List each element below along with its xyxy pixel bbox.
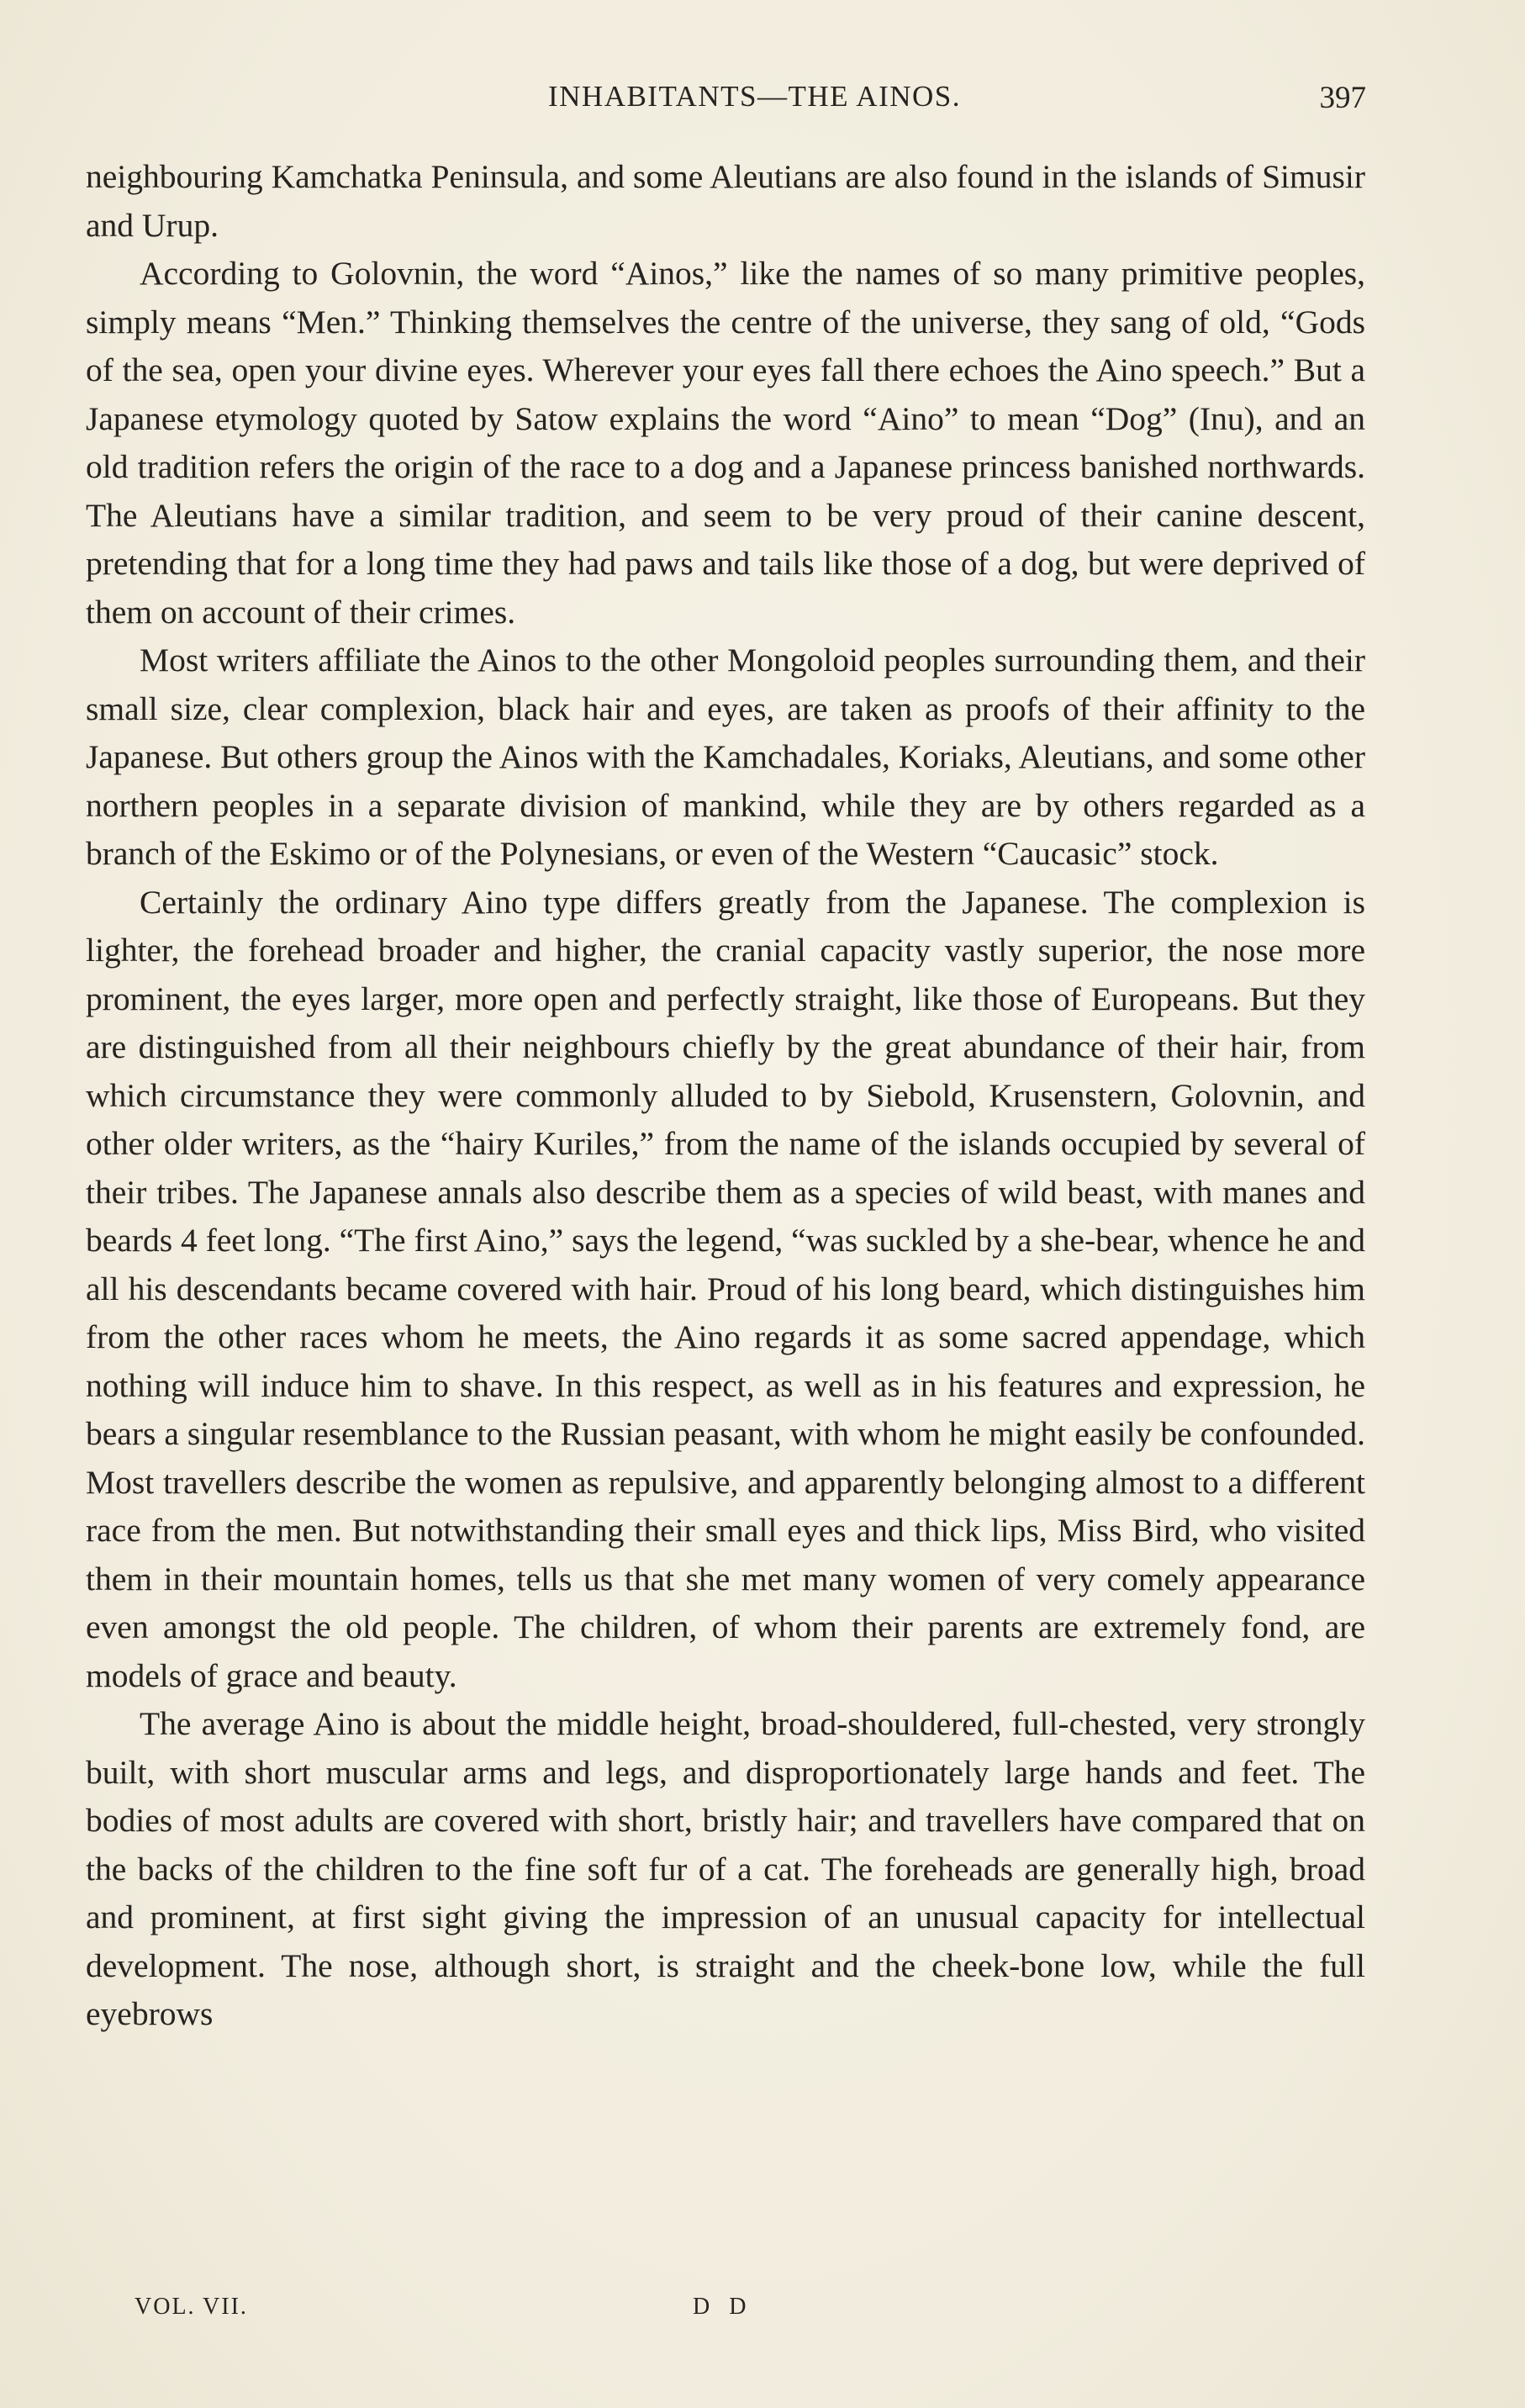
paragraph-2: According to Golovnin, the word “Ainos,” like the names of so many primitive peoples, simply means “Men.” Thinking themselves the centre of the universe, they sang of old, “Gods of the sea, open your divine eyes. Wherever your eyes fall there echoes the Aino speech.” But a Japanese etymology quoted by Satow explains the word “Aino” to mean “Dog” (Inu), and an old tradition refers the origin of the race to a dog and a Japanese princess banished northwards. The Aleutians have a similar tradition, and seem to be very proud of their canine descent, pretending that for a long time they had paws and tails like those of a dog, but were deprived of them on account of their crimes.	[86, 255, 1365, 631]
page-number: 397	[1319, 81, 1366, 115]
paragraph-3: Most writers affiliate the Ainos to the other Mongoloid peoples surrounding them, and their small size, clear complexion, black hair and eyes, are taken as proofs of their affinity to the Japanese. But others group the Ainos with the Kamchadales, Koriaks, Aleutians, and some other northern peoples in a separate division of mankind, while they are by others regarded as a branch of the Eskimo or of the Polynesians, or even of the Western “Caucasic” stock.	[86, 642, 1365, 872]
volume-label: VOL. VII.	[135, 2294, 248, 2320]
signature-mark: D D	[693, 2294, 753, 2320]
paragraph-1: neighbouring Kamchatka Peninsula, and some Aleutians are also found in the islands of Simusir and Urup.	[86, 158, 1365, 244]
running-title: INHABITANTS—THE AINOS.	[547, 80, 961, 113]
page-footer	[135, 2294, 773, 2327]
body-text	[86, 153, 1365, 2255]
paragraph-5: The average Aino is about the middle height, broad-shouldered, full-chested, very strongly built, with short muscular arms and legs, and disproportionately large hands and feet. The bodies of most adults are covered with short, bristly hair; and travellers have compared that on the backs of the children to the fine soft fur of a cat. The foreheads are generally high, broad and prominent, at first sight giving the impression of an unusual capacity for intellectual development. The nose, although short, is straight and the cheek-bone low, while the full eyebrows	[86, 1705, 1365, 2032]
paragraph-4: Certainly the ordinary Aino type differs greatly from the Japanese. The complexion is lighter, the forehead broader and higher, the cranial capacity vastly superior, the nose more prominent, the eyes larger, more open and perfectly straight, like those of Europeans. But they are distinguished from all their neighbours chiefly by the great abundance of their hair, from which circumstance they were commonly alluded to by Siebold, Krusenstern, Golovnin, and other older writers, as the “hairy Kuriles,” from the name of the islands occupied by several of their tribes. The Japanese annals also describe them as a species of wild beast, with manes and beards 4 feet long. “The first Aino,” says the legend, “was suckled by a she-bear, whence he and all his descendants became covered with hair. Proud of his long beard, which distinguishes him from the other races whom he meets, the Aino regards it as some sacred appendage, which nothing will induce him to shave. In this respect, as well as in his features and expression, he bears a singular resemblance to the Russian peasant, with whom he might easily be confounded. Most travellers describe the women as repulsive, and apparently belonging almost to a different race from the men. But notwithstanding their small eyes and thick lips, Miss Bird, who visited them in their mountain homes, tells us that she met many women of very comely appearance even amongst the old people. The children, of whom their parents are extremely fond, are models of grace and beauty.	[86, 883, 1365, 1694]
running-header	[126, 80, 1366, 122]
